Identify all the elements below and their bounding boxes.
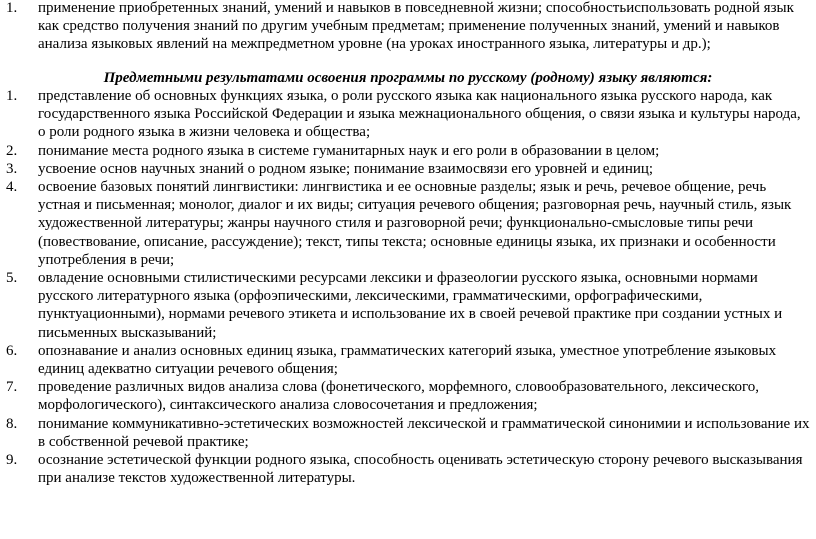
list-item bbox=[0, 87, 816, 142]
list-item-text: применение приобретенных знаний, умений и навыков в повседневной жизни; способностьиспользовать родной язык как средство получения знаний по другим учебным предметам; применение полученных знаний, умений и навыков анализа языковых явлений на межпредметном уровне (на уроках иностранного языка, литературы и др.); bbox=[38, 0, 794, 53]
list-item-text: понимание коммуникативно-эстетических возможностей лексической и грамматической синонимии и использование их в собственной речевой практике; bbox=[38, 415, 810, 450]
list-item-text: овладение основными стилистическими ресурсами лексики и фразеологии русского языка, основными нормами русского литературного языка (орфоэпическими, лексическими, грамматическими, орфографическими, пунктуационными), нормами речевого этикета и использование их в своей речевой практике при создании устных и письменных высказываний; bbox=[38, 270, 783, 341]
list-item-number: 1. bbox=[6, 88, 18, 104]
list-item bbox=[0, 451, 816, 487]
list-item-number: 2. bbox=[6, 142, 18, 159]
list-item-number: 8. bbox=[6, 415, 18, 432]
list-item bbox=[0, 142, 816, 160]
list-item-text: опознавание и анализ основных единиц языка, грамматических категорий языка, уместное употребление языковых единиц адекватно ситуации речевого общения; bbox=[38, 342, 777, 378]
list-item bbox=[0, 160, 816, 178]
list-item-text: усвоение основ научных знаний о родном языке; понимание взаимосвязи его уровней и единиц; bbox=[38, 160, 654, 177]
list-item-number: 7. bbox=[6, 379, 18, 396]
list-item-number: 6. bbox=[6, 342, 18, 359]
list-item-text: проведение различных видов анализа слова (фонетического, морфемного, словообразовательного, лексического, морфологического), синтаксического анализа словосочетания и предложения; bbox=[38, 379, 760, 414]
list-item-number: 1. bbox=[6, 0, 18, 16]
list-item-number: 5. bbox=[6, 270, 18, 287]
competency-list-continued bbox=[0, 0, 816, 54]
subject-results-list bbox=[0, 87, 816, 487]
list-item-text: представление об основных функциях языка, о роли русского языка как национального языка русского народа, как государственного языка Российской Федерации и языка межнационального общения, о связи языка и культуры народа, о роли родного языка в жизни человека и общества; bbox=[38, 88, 801, 141]
list-item bbox=[0, 0, 816, 54]
list-item bbox=[0, 378, 816, 414]
list-item-number: 3. bbox=[6, 160, 18, 177]
list-item bbox=[0, 178, 816, 269]
list-item-number: 4. bbox=[6, 179, 18, 196]
list-item-text: понимание места родного языка в системе гуманитарных наук и его роли в образовании в целом; bbox=[38, 142, 660, 159]
list-item bbox=[0, 342, 816, 378]
list-item-text: освоение базовых понятий лингвистики: лингвистика и ее основные разделы; язык и речь, речевое общение, речь устная и письменная; монолог, диалог и их виды; ситуация речевого общения; разговорная речь, научный стиль, язык художественной литературы; жанры научного стиля и разговорной речи; функционально-смысловые типы речи (повествование, описание, рассуждение); текст, типы текста; основные единицы языка, их признаки и особенности употребления в речи; bbox=[38, 179, 792, 268]
list-item-text: осознание эстетической функции родного языка, способность оценивать эстетическую сторону речевого высказывания при анализе текстов художественной литературы. bbox=[38, 452, 803, 487]
list-item-number: 9. bbox=[6, 452, 18, 469]
list-item bbox=[0, 415, 816, 451]
list-item bbox=[0, 269, 816, 342]
section-heading: Предметными результатами освоения программы по русскому (родному) языку являются: bbox=[103, 70, 713, 86]
